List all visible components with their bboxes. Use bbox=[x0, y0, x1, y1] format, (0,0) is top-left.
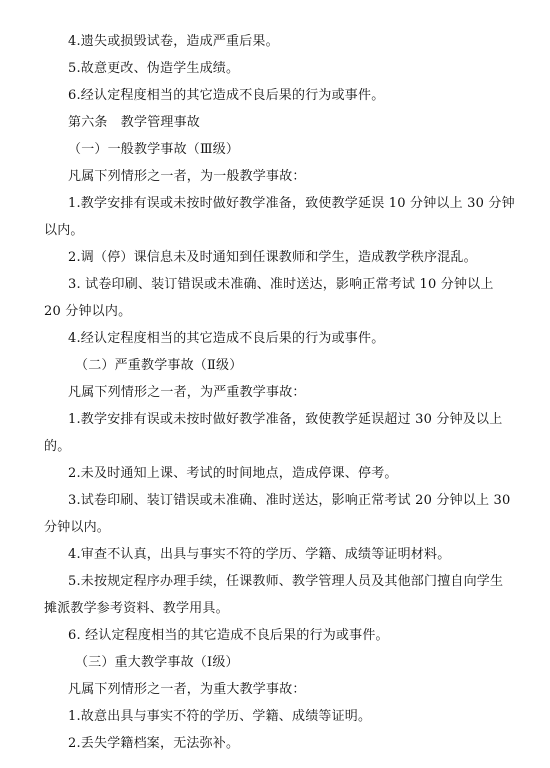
item-4-lost-papers: 4.遗失或损毁试卷，造成严重后果。 bbox=[68, 34, 279, 49]
section-major-accident: （三）重大教学事故（Ⅰ级） bbox=[75, 655, 239, 670]
major-item-2: 2.丢失学籍档案，无法弥补。 bbox=[68, 736, 240, 751]
section-serious-accident: （二）严重教学事故（Ⅱ级） bbox=[75, 358, 243, 373]
general-item-4: 4.经认定程度相当的其它造成不良后果的行为或事件。 bbox=[68, 331, 385, 346]
serious-item-1: 1.教学安排有误或未按时做好教学准备，致使教学延误超过 30 分钟及以上 bbox=[68, 412, 503, 427]
general-intro: 凡属下列情形之一者，为一般教学事故： bbox=[68, 169, 306, 184]
item-6-equivalent: 6.经认定程度相当的其它造成不良后果的行为或事件。 bbox=[68, 88, 385, 103]
serious-intro: 凡属下列情形之一者，为严重教学事故： bbox=[68, 385, 306, 400]
article-six-heading: 第六条 教学管理事故 bbox=[68, 115, 201, 130]
serious-item-2: 2.未及时通知上课、考试的时间地点，造成停课、停考。 bbox=[68, 466, 398, 481]
general-item-3: 3. 试卷印刷、装订错误或未准确、准时送达，影响正常考试 10 分钟以上 bbox=[68, 277, 494, 292]
general-item-1-cont: 以内。 bbox=[44, 223, 84, 238]
serious-item-3-cont: 分钟以内。 bbox=[44, 520, 111, 535]
general-item-2: 2.调（停）课信息未及时通知到任课教师和学生，造成教学秩序混乱。 bbox=[68, 250, 477, 265]
item-5-alter-grades: 5.故意更改、伪造学生成绩。 bbox=[68, 61, 240, 76]
serious-item-3: 3.试卷印刷、装订错误或未准确、准时送达，影响正常考试 20 分钟以上 30 bbox=[68, 493, 511, 508]
serious-item-4: 4.审查不认真，出具与事实不符的学历、学籍、成绩等证明材料。 bbox=[68, 547, 451, 562]
serious-item-5-cont: 摊派教学参考资料、教学用具。 bbox=[44, 601, 229, 616]
section-general-accident: （一）一般教学事故（Ⅲ级） bbox=[68, 142, 240, 157]
general-item-3-cont: 20 分钟以内。 bbox=[44, 304, 132, 319]
general-item-1: 1.教学安排有误或未按时做好教学准备，致使教学延误 10 分钟以上 30 分钟 bbox=[68, 196, 515, 211]
serious-item-6: 6. 经认定程度相当的其它造成不良后果的行为或事件。 bbox=[68, 628, 389, 643]
serious-item-5: 5.未按规定程序办理手续，任课教师、教学管理人员及其他部门擅自向学生 bbox=[68, 574, 504, 589]
major-intro: 凡属下列情形之一者，为重大教学事故： bbox=[68, 682, 306, 697]
major-item-1: 1.故意出具与事实不符的学历、学籍、成绩等证明。 bbox=[68, 709, 372, 724]
serious-item-1-cont: 的。 bbox=[44, 439, 71, 454]
